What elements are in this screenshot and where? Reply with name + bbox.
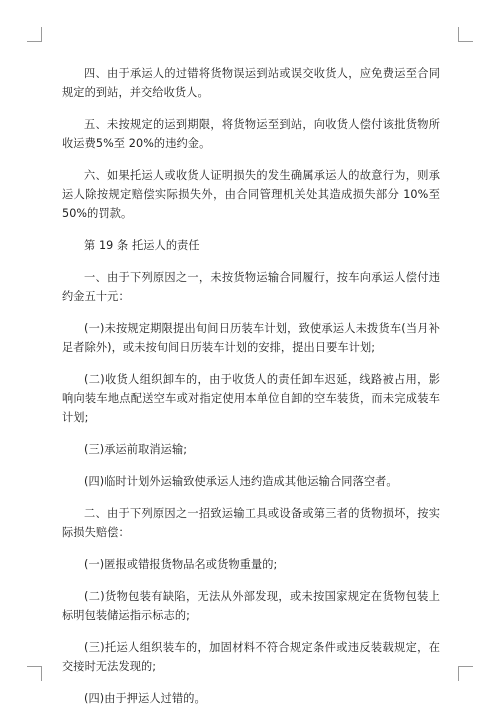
list-item-packaging-defect: (二)货物包装有缺陷，无法从外部发现，或未按国家规定在货物包装上标明包装储运指示标志的;: [62, 590, 440, 622]
list-item-false-declaration: (一)匿报或错报货物品名或货物重量的;: [84, 558, 278, 571]
crop-mark-top-left: [27, 27, 42, 42]
list-item-cancel-before-carriage: (三)承运前取消运输;: [84, 443, 188, 456]
article-19-heading: 第 19 条 托运人的责任: [84, 239, 200, 252]
crop-mark-bottom-left: [27, 666, 42, 681]
crop-mark-bottom-right: [458, 666, 473, 681]
list-item-loading-violation: (三)托运人组织装车的，加固材料不符合规定条件或违反装载规定，在交接时无法发现的;: [62, 641, 440, 673]
paragraph-carrier-misdelivery: 四、由于承运人的过错将货物误运到站或误交收货人，应免费运至合同规定的到站，并交给收货人。: [62, 67, 440, 99]
document-body: [62, 64, 440, 708]
list-item-plan-not-submitted: (一)未按规定期限提出旬间日历装车计划，致使承运人未拨货车(当月补足者除外)，或未按旬间日历装车计划的安排，提出日要车计划;: [62, 322, 440, 354]
list-item-escort-fault: (四)由于押运人过错的。: [84, 692, 206, 705]
paragraph-intentional-loss-fine: 六、如果托运人或收货人证明损失的发生确属承运人的故意行为，则承运人除按规定赔偿实际损失外，由合同管理机关处其造成损失部分 10%至 50%的罚款。: [62, 169, 440, 220]
list-item-unloading-delay: (二)收货人组织卸车的，由于收货人的责任卸车迟延，线路被占用，影响向装车地点配送空车或对指定使用本单位自卸的空车装货，而未完成装车计划;: [62, 373, 440, 424]
crop-mark-top-right: [458, 27, 473, 42]
paragraph-late-delivery-penalty: 五、未按规定的运到期限，将货物运至到站，向收货人偿付该批货物所收运费5%至 20%的违约金。: [62, 118, 440, 150]
paragraph-shipper-penalty-intro: 一、由于下列原因之一，未按货物运输合同履行，按车向承运人偿付违约金五十元：: [62, 271, 440, 303]
paragraph-damage-compensation-intro: 二、由于下列原因之一招致运输工具或设备或第三者的货物损坏，按实际损失赔偿：: [62, 507, 440, 539]
list-item-unplanned-transport: (四)临时计划外运输致使承运人违约造成其他运输合同落空者。: [84, 475, 398, 488]
